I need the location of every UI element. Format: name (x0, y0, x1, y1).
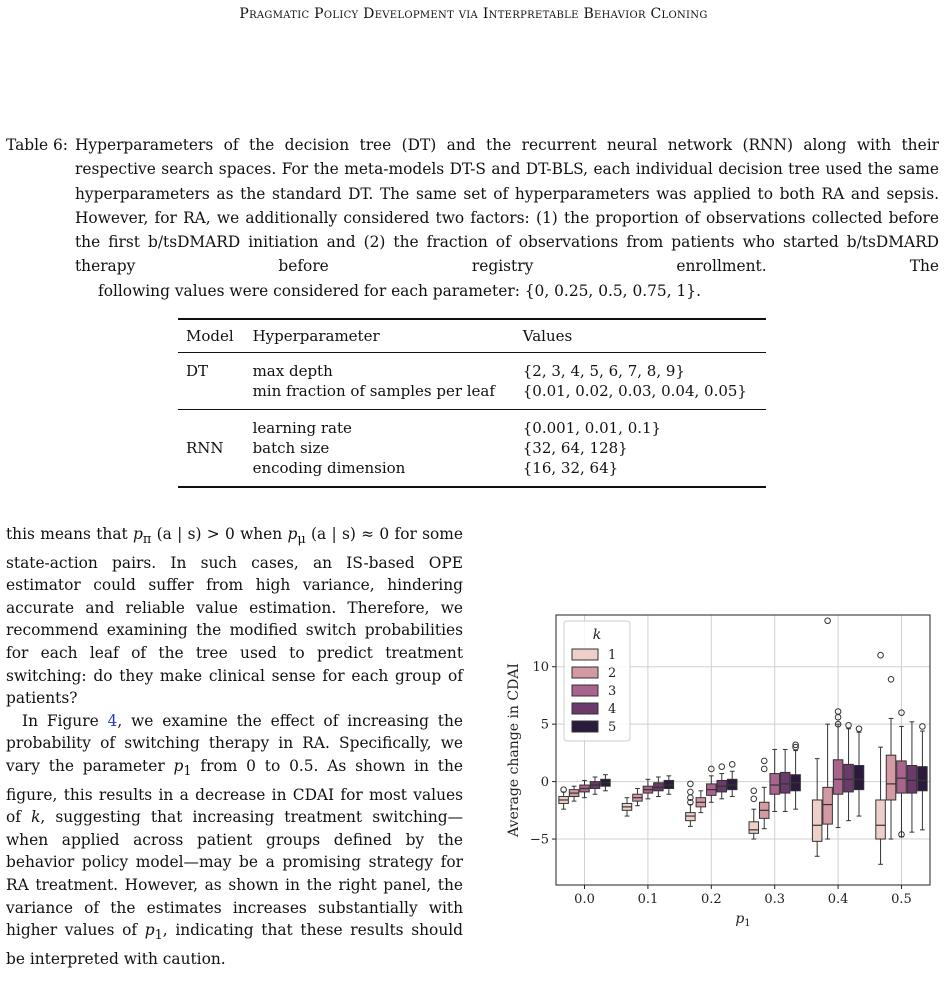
model-cell: RNN (186, 439, 224, 457)
box (833, 760, 843, 794)
box (780, 772, 790, 793)
outlier-point (761, 758, 767, 764)
box (749, 822, 759, 833)
legend-swatch (572, 685, 598, 696)
outlier-point (751, 796, 757, 802)
paragraph-1: this means that $p_\pi$ (a | s) > 0 when $p_\mu$ (a | s) ≈ 0 for some state-action pairs. In such cases, an IS-based OPE estimator could suffer from high variance, hindering accurate and reliable value estimation. Therefore, we recommend examining the modified switch probabilities for each leaf of the tree used to predict treatment switching: do they make clinical sense for each group of patients? (6, 525, 463, 708)
caption-last-line: following values were considered for each parameter: {0, 0.25, 0.5, 0.75, 1}. (98, 281, 701, 300)
legend-label: 1 (608, 648, 617, 663)
box (770, 774, 780, 795)
outlier-point (878, 652, 884, 658)
caption-text: Hyperparameters of the decision tree (DT) and the recurrent neural network (RNN) along with their respective search spaces. For the meta-models DT-S and DT-BLS, each individual decision tree used the same hyperparameters as the standard DT. The same set of hyperparameters was applied to both RA and sepsis. However, for RA, we additionally considered two factors: (1) the proportion of observations collected before the first b/tsDMARD initiation and (2) the fraction of observations from patients who started b/tsDMARD therapy before registry enrollment. The (75, 136, 939, 276)
box (854, 766, 864, 790)
header-hyperparameter: Hyperparameter (252, 327, 380, 345)
model-cell: DT (186, 362, 209, 380)
outlier-point (751, 788, 757, 794)
body-text (6, 523, 463, 971)
values-cell: {0.001, 0.01, 0.1} (522, 419, 662, 437)
values-cell: {2, 3, 4, 5, 6, 7, 8, 9} (522, 362, 685, 380)
param-cell: batch size (252, 439, 330, 457)
outlier-point (719, 764, 725, 770)
legend-swatch (572, 703, 598, 714)
x-tick-label: 0.5 (891, 892, 912, 907)
model-cell-empty (178, 381, 245, 410)
legend-swatch (572, 667, 598, 678)
legend-label: 3 (608, 684, 617, 699)
values-cell: {0.01, 0.02, 0.03, 0.04, 0.05} (522, 382, 747, 400)
x-tick-label: 0.1 (637, 892, 659, 907)
running-head: Pragmatic Policy Development via Interpretable Behavior Cloning (239, 6, 708, 22)
x-tick-label: 0.4 (827, 892, 849, 907)
legend-label: 5 (608, 720, 617, 735)
figure-ref-link[interactable]: 4 (107, 711, 118, 730)
cdai-boxplot-figure (498, 605, 938, 935)
y-tick-label: −5 (529, 832, 549, 848)
box (907, 766, 917, 794)
param-cell: learning rate (252, 419, 352, 437)
outlier-point (856, 726, 862, 732)
y-axis-label: Average change in CDAI (506, 663, 522, 837)
box (897, 761, 907, 793)
outlier-point (761, 766, 767, 772)
param-cell: max depth (252, 362, 333, 380)
header-values: Values (522, 327, 573, 345)
table-caption (6, 133, 939, 303)
param-cell: encoding dimension (252, 459, 406, 477)
box (886, 755, 896, 800)
x-tick-label: 0.0 (574, 892, 595, 907)
legend-label: 2 (608, 666, 617, 681)
outlier-point (888, 677, 894, 683)
outlier-point (825, 618, 831, 624)
x-axis-label: $p_1$ (735, 911, 751, 929)
y-tick-label: 0 (540, 775, 549, 791)
legend-swatch (572, 649, 598, 660)
outlier-point (688, 789, 694, 795)
x-tick-label: 0.3 (764, 892, 786, 907)
values-cell: {16, 32, 64} (522, 459, 619, 477)
y-tick-label: 5 (540, 717, 549, 733)
caption-label: Table 6: (6, 136, 68, 154)
legend-label: 4 (608, 702, 617, 717)
outlier-point (846, 722, 852, 728)
box (918, 767, 928, 791)
x-tick-label: 0.2 (700, 892, 722, 907)
y-tick-label: 10 (532, 660, 549, 676)
legend-swatch (572, 721, 598, 732)
values-cell: {32, 64, 128} (522, 439, 628, 457)
header-model: Model (186, 327, 234, 345)
outlier-point (729, 762, 735, 768)
param-cell: min fraction of samples per leaf (252, 382, 495, 400)
box (844, 764, 854, 792)
paragraph-2: In Figure 4, we examine the effect of increasing the probability of switching therapy in RA. Specifically, we vary the parameter $p_1$ from 0 to 0.5. As shown in the figure, this results in a decrease in CDAI for most values of k, suggesting that increasing treatment switching—when applied across patient groups defined by the behavior policy model—may be a promising strategy for RA treatment. However, as shown in the right panel, the variance of the estimates increases substantially with higher values of $p_1$, indicating that these results should be interpreted with caution. (6, 711, 464, 968)
legend-title: k (592, 627, 602, 643)
box (823, 787, 833, 824)
hyperparameter-table (178, 318, 766, 488)
box (812, 800, 822, 841)
box (876, 800, 886, 839)
